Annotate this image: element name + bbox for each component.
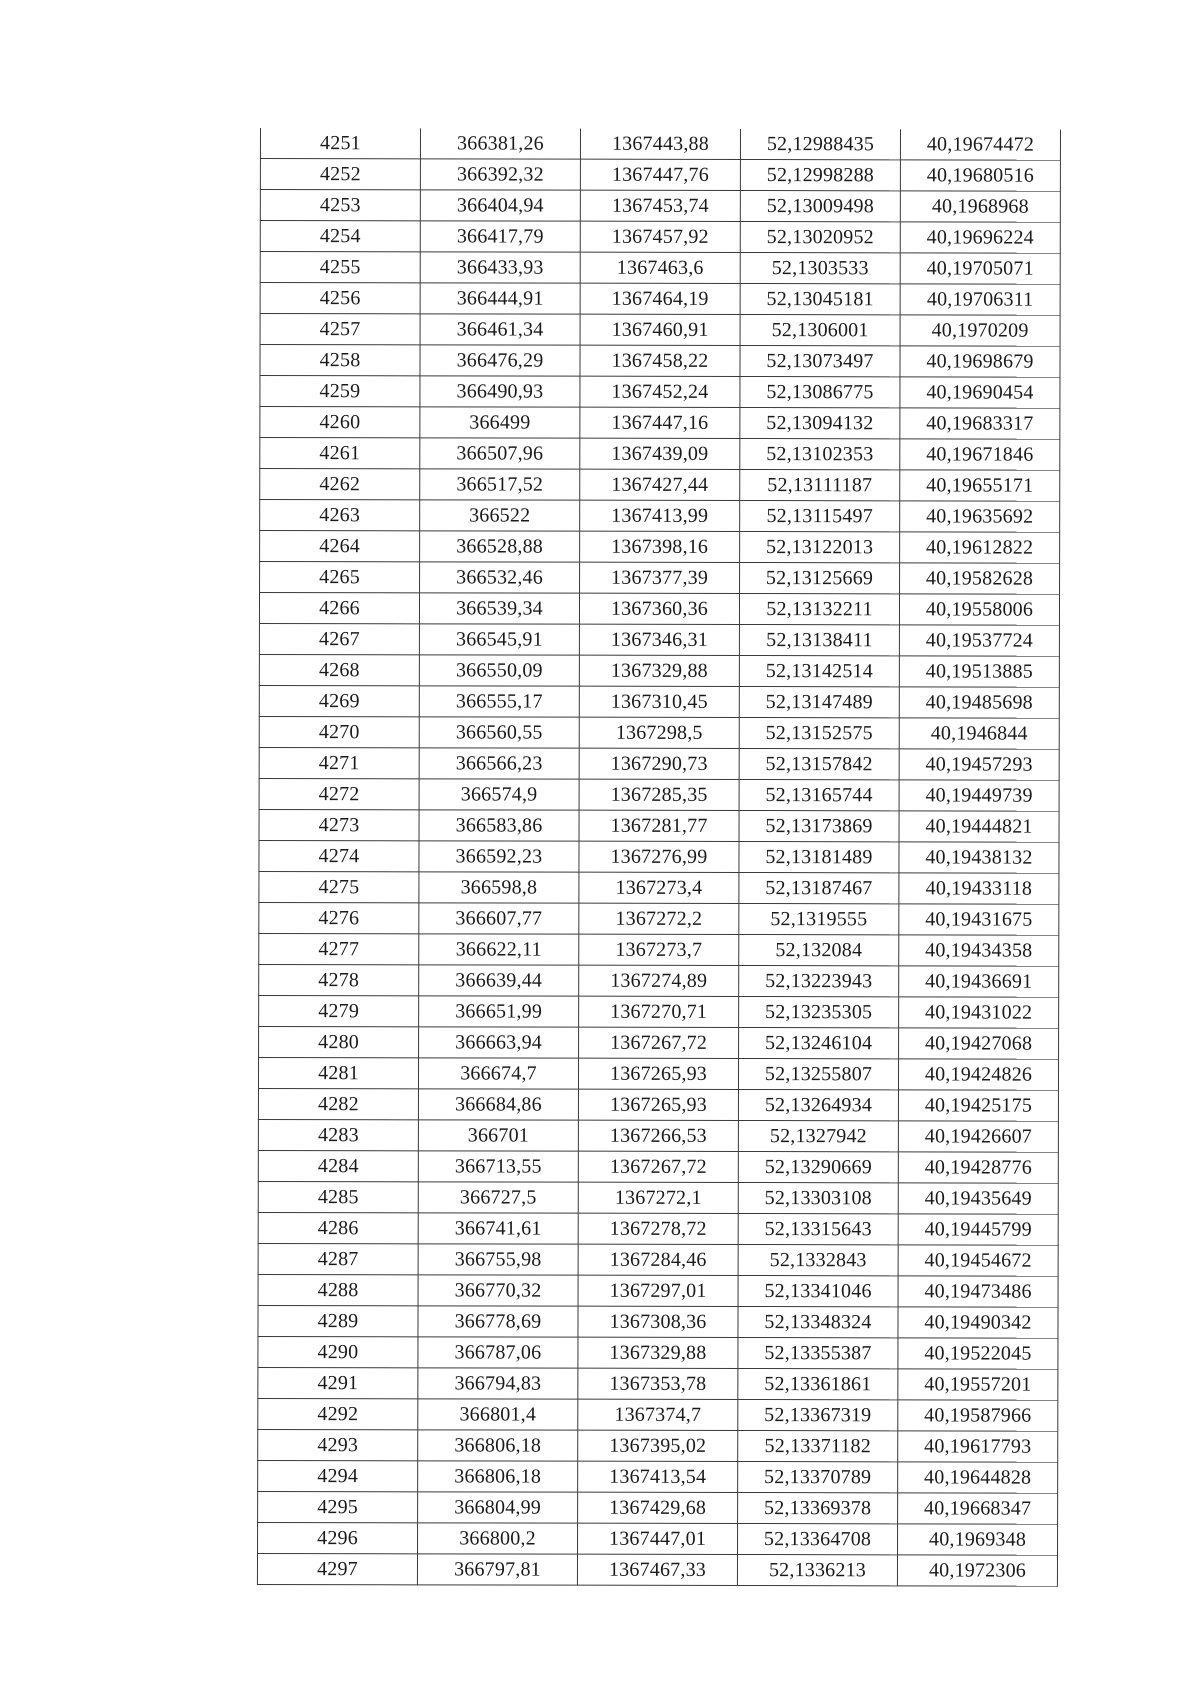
x-coordinate-cell: 366555,17 — [419, 686, 579, 717]
latitude-cell: 52,13367319 — [738, 1400, 898, 1431]
coordinate-table-body — [257, 128, 1060, 1586]
longitude-cell: 40,19427068 — [899, 1028, 1059, 1059]
point-number-cell: 4297 — [257, 1553, 417, 1584]
x-coordinate-cell: 366806,18 — [418, 1430, 578, 1461]
latitude-cell: 52,13115497 — [740, 501, 900, 532]
longitude-cell: 40,19537724 — [899, 625, 1059, 656]
x-coordinate-cell: 366476,29 — [420, 345, 580, 376]
point-number-cell: 4276 — [259, 902, 419, 933]
x-coordinate-cell: 366490,93 — [420, 376, 580, 407]
longitude-cell: 40,19454672 — [898, 1245, 1058, 1276]
point-number-cell: 4281 — [258, 1057, 418, 1088]
y-coordinate-cell: 1367467,33 — [577, 1554, 737, 1585]
longitude-cell: 40,19690454 — [900, 377, 1060, 408]
y-coordinate-cell: 1367310,45 — [579, 686, 739, 717]
point-number-cell: 4268 — [259, 654, 419, 685]
latitude-cell: 52,13255807 — [738, 1059, 898, 1090]
latitude-cell: 52,1327942 — [738, 1121, 898, 1152]
latitude-cell: 52,12998288 — [740, 160, 900, 191]
y-coordinate-cell: 1367447,01 — [578, 1523, 738, 1554]
latitude-cell: 52,13341046 — [738, 1276, 898, 1307]
longitude-cell: 40,19431022 — [899, 997, 1059, 1028]
table-row — [259, 685, 1059, 718]
x-coordinate-cell: 366381,26 — [420, 128, 580, 159]
longitude-cell: 40,19587966 — [898, 1400, 1058, 1431]
point-number-cell: 4255 — [260, 252, 420, 283]
y-coordinate-cell: 1367377,39 — [580, 562, 740, 593]
x-coordinate-cell: 366499 — [420, 407, 580, 438]
point-number-cell: 4273 — [259, 809, 419, 840]
x-coordinate-cell: 366392,32 — [420, 159, 580, 190]
point-number-cell: 4275 — [259, 871, 419, 902]
y-coordinate-cell: 1367395,02 — [578, 1430, 738, 1461]
point-number-cell: 4266 — [259, 593, 419, 624]
table-row — [258, 1119, 1058, 1152]
latitude-cell: 52,13142514 — [739, 656, 899, 687]
point-number-cell: 4285 — [258, 1181, 418, 1212]
longitude-cell: 40,19449739 — [899, 780, 1059, 811]
table-row — [260, 438, 1060, 471]
table-row — [260, 345, 1060, 378]
latitude-cell: 52,132084 — [739, 935, 899, 966]
point-number-cell: 4289 — [258, 1305, 418, 1336]
point-number-cell: 4254 — [260, 221, 420, 252]
y-coordinate-cell: 1367453,74 — [580, 190, 740, 221]
point-number-cell: 4288 — [258, 1274, 418, 1305]
point-number-cell: 4277 — [259, 933, 419, 964]
point-number-cell: 4264 — [260, 531, 420, 562]
longitude-cell: 40,19683317 — [900, 408, 1060, 439]
longitude-cell: 40,19445799 — [898, 1214, 1058, 1245]
y-coordinate-cell: 1367266,53 — [578, 1120, 738, 1151]
longitude-cell: 40,19426607 — [898, 1121, 1058, 1152]
point-number-cell: 4267 — [259, 623, 419, 654]
y-coordinate-cell: 1367285,35 — [579, 779, 739, 810]
y-coordinate-cell: 1367272,1 — [578, 1182, 738, 1213]
table-row — [258, 1305, 1058, 1338]
y-coordinate-cell: 1367270,71 — [579, 996, 739, 1027]
point-number-cell: 4261 — [260, 438, 420, 469]
coordinate-table — [257, 128, 1061, 1587]
point-number-cell: 4272 — [259, 778, 419, 809]
latitude-cell: 52,13094132 — [740, 408, 900, 439]
longitude-cell: 40,19485698 — [899, 687, 1059, 718]
x-coordinate-cell: 366794,83 — [418, 1368, 578, 1399]
table-row — [258, 1367, 1058, 1400]
table-row — [259, 654, 1059, 687]
longitude-cell: 40,19428776 — [898, 1152, 1058, 1183]
x-coordinate-cell: 366528,88 — [420, 531, 580, 562]
point-number-cell: 4284 — [258, 1150, 418, 1181]
latitude-cell: 52,1306001 — [740, 315, 900, 346]
table-row — [258, 1398, 1058, 1431]
x-coordinate-cell: 366674,7 — [418, 1058, 578, 1089]
point-number-cell: 4292 — [258, 1398, 418, 1429]
longitude-cell: 40,19644828 — [898, 1462, 1058, 1493]
longitude-cell: 40,19433118 — [899, 873, 1059, 904]
latitude-cell: 52,13173869 — [739, 811, 899, 842]
table-row — [260, 562, 1060, 595]
y-coordinate-cell: 1367447,16 — [580, 407, 740, 438]
y-coordinate-cell: 1367429,68 — [578, 1492, 738, 1523]
y-coordinate-cell: 1367460,91 — [580, 314, 740, 345]
point-number-cell: 4269 — [259, 685, 419, 716]
point-number-cell: 4262 — [260, 469, 420, 500]
longitude-cell: 40,19444821 — [899, 811, 1059, 842]
longitude-cell: 40,19490342 — [898, 1307, 1058, 1338]
y-coordinate-cell: 1367447,76 — [580, 159, 740, 190]
latitude-cell: 52,13122013 — [740, 532, 900, 563]
table-row — [259, 933, 1059, 966]
latitude-cell: 52,13290669 — [738, 1152, 898, 1183]
x-coordinate-cell: 366539,34 — [419, 593, 579, 624]
point-number-cell: 4259 — [260, 376, 420, 407]
y-coordinate-cell: 1367281,77 — [579, 810, 739, 841]
table-row — [258, 1057, 1058, 1090]
x-coordinate-cell: 366574,9 — [419, 779, 579, 810]
longitude-cell: 40,19612822 — [900, 532, 1060, 563]
latitude-cell: 52,13009498 — [740, 191, 900, 222]
x-coordinate-cell: 366522 — [420, 500, 580, 531]
point-number-cell: 4258 — [260, 345, 420, 376]
point-number-cell: 4278 — [259, 964, 419, 995]
latitude-cell: 52,13147489 — [739, 687, 899, 718]
y-coordinate-cell: 1367443,88 — [580, 129, 740, 160]
longitude-cell: 40,19558006 — [899, 594, 1059, 625]
x-coordinate-cell: 366797,81 — [417, 1554, 577, 1585]
latitude-cell: 52,13223943 — [739, 966, 899, 997]
latitude-cell: 52,13181489 — [739, 842, 899, 873]
latitude-cell: 52,13111187 — [740, 470, 900, 501]
y-coordinate-cell: 1367273,4 — [579, 872, 739, 903]
y-coordinate-cell: 1367427,44 — [580, 469, 740, 500]
table-row — [260, 190, 1060, 223]
latitude-cell: 52,13073497 — [740, 346, 900, 377]
latitude-cell: 52,13102353 — [740, 439, 900, 470]
x-coordinate-cell: 366550,09 — [419, 655, 579, 686]
y-coordinate-cell: 1367452,24 — [580, 376, 740, 407]
table-row — [260, 128, 1060, 160]
latitude-cell: 52,13165744 — [739, 780, 899, 811]
y-coordinate-cell: 1367272,2 — [579, 903, 739, 934]
longitude-cell: 40,19436691 — [899, 966, 1059, 997]
longitude-cell: 40,19696224 — [900, 222, 1060, 253]
latitude-cell: 52,13348324 — [738, 1307, 898, 1338]
x-coordinate-cell: 366444,91 — [420, 283, 580, 314]
x-coordinate-cell: 366755,98 — [418, 1244, 578, 1275]
x-coordinate-cell: 366517,52 — [420, 469, 580, 500]
longitude-cell: 40,19705071 — [900, 253, 1060, 284]
y-coordinate-cell: 1367398,16 — [580, 531, 740, 562]
x-coordinate-cell: 366778,69 — [418, 1306, 578, 1337]
point-number-cell: 4251 — [260, 128, 420, 159]
x-coordinate-cell: 366804,99 — [418, 1492, 578, 1523]
y-coordinate-cell: 1367464,19 — [580, 283, 740, 314]
y-coordinate-cell: 1367439,09 — [580, 438, 740, 469]
longitude-cell: 40,19522045 — [898, 1338, 1058, 1369]
longitude-cell: 40,19582628 — [900, 563, 1060, 594]
x-coordinate-cell: 366770,32 — [418, 1275, 578, 1306]
table-row — [258, 1088, 1058, 1121]
table-row — [260, 159, 1060, 192]
y-coordinate-cell: 1367463,6 — [580, 252, 740, 283]
table-row — [259, 902, 1059, 935]
table-row — [260, 531, 1060, 564]
latitude-cell: 52,13355387 — [738, 1338, 898, 1369]
latitude-cell: 52,13371182 — [738, 1431, 898, 1462]
y-coordinate-cell: 1367276,99 — [579, 841, 739, 872]
table-row — [259, 964, 1059, 997]
latitude-cell: 52,13369378 — [738, 1493, 898, 1524]
y-coordinate-cell: 1367284,46 — [578, 1244, 738, 1275]
x-coordinate-cell: 366592,23 — [419, 841, 579, 872]
y-coordinate-cell: 1367413,54 — [578, 1461, 738, 1492]
y-coordinate-cell: 1367413,99 — [580, 500, 740, 531]
y-coordinate-cell: 1367265,93 — [578, 1089, 738, 1120]
x-coordinate-cell: 366800,2 — [418, 1523, 578, 1554]
y-coordinate-cell: 1367457,92 — [580, 221, 740, 252]
longitude-cell: 40,19424826 — [898, 1059, 1058, 1090]
x-coordinate-cell: 366741,61 — [418, 1213, 578, 1244]
table-row — [260, 283, 1060, 316]
y-coordinate-cell: 1367374,7 — [578, 1399, 738, 1430]
table-row — [258, 1429, 1058, 1462]
longitude-cell: 40,19680516 — [900, 160, 1060, 191]
point-number-cell: 4282 — [258, 1088, 418, 1119]
longitude-cell: 40,1970209 — [900, 315, 1060, 346]
y-coordinate-cell: 1367298,5 — [579, 717, 739, 748]
point-number-cell: 4270 — [259, 716, 419, 747]
point-number-cell: 4265 — [260, 562, 420, 593]
point-number-cell: 4257 — [260, 314, 420, 345]
point-number-cell: 4256 — [260, 283, 420, 314]
latitude-cell: 52,13152575 — [739, 718, 899, 749]
latitude-cell: 52,12988435 — [740, 129, 900, 160]
x-coordinate-cell: 366507,96 — [420, 438, 580, 469]
table-row — [259, 747, 1059, 780]
x-coordinate-cell: 366639,44 — [419, 965, 579, 996]
x-coordinate-cell: 366713,55 — [418, 1151, 578, 1182]
y-coordinate-cell: 1367329,88 — [579, 655, 739, 686]
longitude-cell: 40,1972306 — [897, 1555, 1057, 1586]
y-coordinate-cell: 1367290,73 — [579, 748, 739, 779]
latitude-cell: 52,13125669 — [740, 563, 900, 594]
longitude-cell: 40,19513885 — [899, 656, 1059, 687]
y-coordinate-cell: 1367274,89 — [579, 965, 739, 996]
longitude-cell: 40,1968968 — [900, 191, 1060, 222]
x-coordinate-cell: 366417,79 — [420, 221, 580, 252]
x-coordinate-cell: 366404,94 — [420, 190, 580, 221]
table-row — [259, 716, 1059, 749]
table-row — [260, 500, 1060, 533]
x-coordinate-cell: 366433,93 — [420, 252, 580, 283]
latitude-cell: 52,13361861 — [738, 1369, 898, 1400]
y-coordinate-cell: 1367346,31 — [579, 624, 739, 655]
latitude-cell: 52,13138411 — [739, 625, 899, 656]
table-row — [259, 840, 1059, 873]
point-number-cell: 4274 — [259, 840, 419, 871]
table-row — [259, 995, 1059, 1028]
latitude-cell: 52,13020952 — [740, 222, 900, 253]
y-coordinate-cell: 1367360,36 — [579, 593, 739, 624]
point-number-cell: 4252 — [260, 159, 420, 190]
point-number-cell: 4296 — [258, 1522, 418, 1553]
x-coordinate-cell: 366622,11 — [419, 934, 579, 965]
longitude-cell: 40,19617793 — [898, 1431, 1058, 1462]
longitude-cell: 40,19438132 — [899, 842, 1059, 873]
longitude-cell: 40,1969348 — [898, 1524, 1058, 1555]
y-coordinate-cell: 1367278,72 — [578, 1213, 738, 1244]
x-coordinate-cell: 366663,94 — [419, 1027, 579, 1058]
x-coordinate-cell: 366566,23 — [419, 748, 579, 779]
x-coordinate-cell: 366801,4 — [418, 1399, 578, 1430]
longitude-cell: 40,19434358 — [899, 935, 1059, 966]
table-row — [259, 778, 1059, 811]
table-row — [258, 1150, 1058, 1183]
y-coordinate-cell: 1367297,01 — [578, 1275, 738, 1306]
latitude-cell: 52,13303108 — [738, 1183, 898, 1214]
longitude-cell: 40,19425175 — [898, 1090, 1058, 1121]
table-row — [257, 1553, 1057, 1586]
latitude-cell: 52,13364708 — [738, 1524, 898, 1555]
x-coordinate-cell: 366545,91 — [419, 624, 579, 655]
longitude-cell: 40,19473486 — [898, 1276, 1058, 1307]
table-row — [259, 871, 1059, 904]
latitude-cell: 52,1303533 — [740, 253, 900, 284]
latitude-cell: 52,1332843 — [738, 1245, 898, 1276]
point-number-cell: 4279 — [259, 995, 419, 1026]
point-number-cell: 4295 — [258, 1491, 418, 1522]
longitude-cell: 40,19557201 — [898, 1369, 1058, 1400]
table-row — [258, 1460, 1058, 1493]
latitude-cell: 52,13086775 — [740, 377, 900, 408]
longitude-cell: 40,19635692 — [900, 501, 1060, 532]
latitude-cell: 52,13246104 — [739, 1028, 899, 1059]
latitude-cell: 52,1319555 — [739, 904, 899, 935]
table-row — [259, 1026, 1059, 1059]
latitude-cell: 52,13315643 — [738, 1214, 898, 1245]
table-row — [258, 1212, 1058, 1245]
point-number-cell: 4286 — [258, 1212, 418, 1243]
x-coordinate-cell: 366684,86 — [418, 1089, 578, 1120]
point-number-cell: 4287 — [258, 1243, 418, 1274]
latitude-cell: 52,13235305 — [739, 997, 899, 1028]
longitude-cell: 40,19671846 — [900, 439, 1060, 470]
x-coordinate-cell: 366583,86 — [419, 810, 579, 841]
y-coordinate-cell: 1367308,36 — [578, 1306, 738, 1337]
table-row — [259, 593, 1059, 626]
point-number-cell: 4260 — [260, 407, 420, 438]
longitude-cell: 40,19435649 — [898, 1183, 1058, 1214]
point-number-cell: 4294 — [258, 1460, 418, 1491]
y-coordinate-cell: 1367273,7 — [579, 934, 739, 965]
x-coordinate-cell: 366651,99 — [419, 996, 579, 1027]
longitude-cell: 40,19668347 — [898, 1493, 1058, 1524]
latitude-cell: 52,13157842 — [739, 749, 899, 780]
point-number-cell: 4263 — [260, 500, 420, 531]
point-number-cell: 4280 — [259, 1026, 419, 1057]
table-row — [260, 314, 1060, 347]
table-row — [260, 407, 1060, 440]
y-coordinate-cell: 1367267,72 — [579, 1027, 739, 1058]
table-row — [258, 1336, 1058, 1369]
latitude-cell: 52,13370789 — [738, 1462, 898, 1493]
point-number-cell: 4271 — [259, 747, 419, 778]
table-row — [260, 469, 1060, 502]
latitude-cell: 52,13264934 — [738, 1090, 898, 1121]
table-row — [260, 221, 1060, 254]
x-coordinate-cell: 366532,46 — [420, 562, 580, 593]
y-coordinate-cell: 1367265,93 — [578, 1058, 738, 1089]
x-coordinate-cell: 366598,8 — [419, 872, 579, 903]
longitude-cell: 40,1946844 — [899, 718, 1059, 749]
y-coordinate-cell: 1367329,88 — [578, 1337, 738, 1368]
table-row — [259, 809, 1059, 842]
table-row — [259, 623, 1059, 656]
table-row — [258, 1181, 1058, 1214]
table-row — [260, 252, 1060, 285]
point-number-cell: 4253 — [260, 190, 420, 221]
x-coordinate-cell: 366727,5 — [418, 1182, 578, 1213]
longitude-cell: 40,19706311 — [900, 284, 1060, 315]
point-number-cell: 4283 — [258, 1119, 418, 1150]
y-coordinate-cell: 1367353,78 — [578, 1368, 738, 1399]
table-row — [258, 1522, 1058, 1555]
x-coordinate-cell: 366787,06 — [418, 1337, 578, 1368]
latitude-cell: 52,13132211 — [739, 594, 899, 625]
table-row — [258, 1243, 1058, 1276]
x-coordinate-cell: 366806,18 — [418, 1461, 578, 1492]
table-row — [260, 376, 1060, 409]
y-coordinate-cell: 1367458,22 — [580, 345, 740, 376]
longitude-cell: 40,19457293 — [899, 749, 1059, 780]
point-number-cell: 4291 — [258, 1367, 418, 1398]
point-number-cell: 4293 — [258, 1429, 418, 1460]
latitude-cell: 52,13045181 — [740, 284, 900, 315]
x-coordinate-cell: 366701 — [418, 1120, 578, 1151]
longitude-cell: 40,19655171 — [900, 470, 1060, 501]
x-coordinate-cell: 366607,77 — [419, 903, 579, 934]
latitude-cell: 52,1336213 — [737, 1555, 897, 1586]
longitude-cell: 40,19431675 — [899, 904, 1059, 935]
longitude-cell: 40,19674472 — [900, 129, 1060, 160]
point-number-cell: 4290 — [258, 1336, 418, 1367]
x-coordinate-cell: 366560,55 — [419, 717, 579, 748]
table-row — [258, 1491, 1058, 1524]
y-coordinate-cell: 1367267,72 — [578, 1151, 738, 1182]
x-coordinate-cell: 366461,34 — [420, 314, 580, 345]
latitude-cell: 52,13187467 — [739, 873, 899, 904]
longitude-cell: 40,19698679 — [900, 346, 1060, 377]
table-row — [258, 1274, 1058, 1307]
